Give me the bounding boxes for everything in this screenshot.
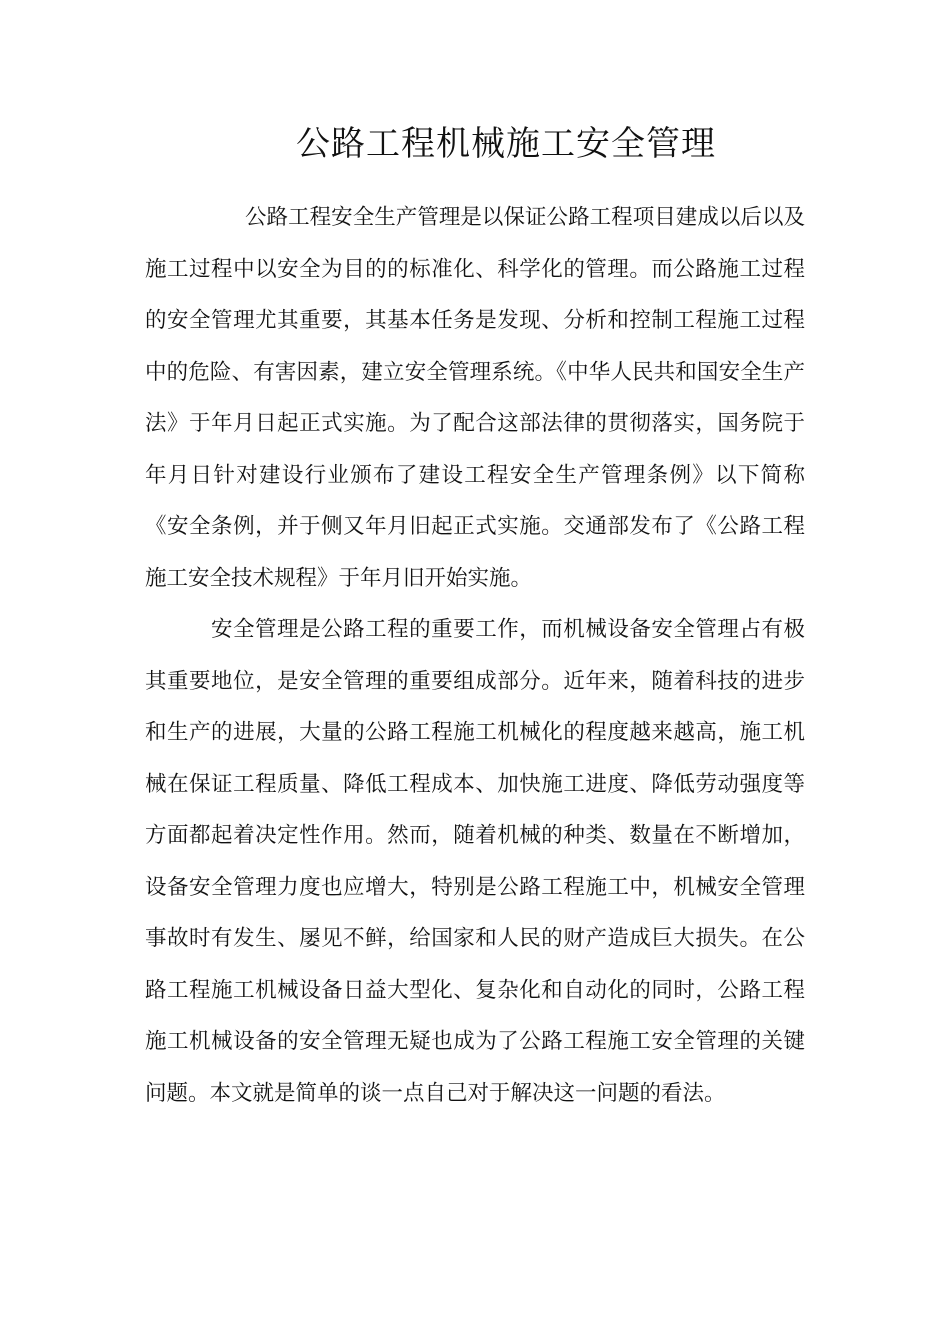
document-body <box>145 192 805 1119</box>
document-title: 公路工程机械施工安全管理 <box>296 124 716 164</box>
paragraph-intro: 公路工程安全生产管理是以保证公路工程项目建成以后以及施工过程中以安全为目的的标准化、科学化的管理。而公路施工过程的安全管理尤其重要，其基本任务是发现、分析和控制工程施工过程中的危险、有害因素，建立安全管理系统。《中华人民共和国安全生产法》于年月日起正式实施。为了配合这部法律的贯彻落实，国务院于年月日针对建设行业颁布了建设工程安全生产管理条例》以下简称《安全条例，并于侧又年月旧起正式实施。交通部发布了《公路工程施工安全技术规程》于年月旧开始实施。 <box>145 205 805 591</box>
paragraph-machinery-safety: 安全管理是公路工程的重要工作，而机械设备安全管理占有极其重要地位，是安全管理的重要组成部分。近年来，随着科技的进步和生产的进展，大量的公路工程施工机械化的程度越来越高，施工机械在保证工程质量、降低工程成本、加快施工进度、降低劳动强度等方面都起着决定性作用。然而，随着机械的种类、数量在不断增加，设备安全管理力度也应增大，特别是公路工程施工中，机械安全管理事故时有发生、屡见不鲜，给国家和人民的财产造成巨大损失。在公路工程施工机械设备日益大型化、复杂化和自动化的同时，公路工程施工机械设备的安全管理无疑也成为了公路工程施工安全管理的关键问题。本文就是简单的谈一点自己对于解决这一问题的看法。 <box>145 617 805 1106</box>
